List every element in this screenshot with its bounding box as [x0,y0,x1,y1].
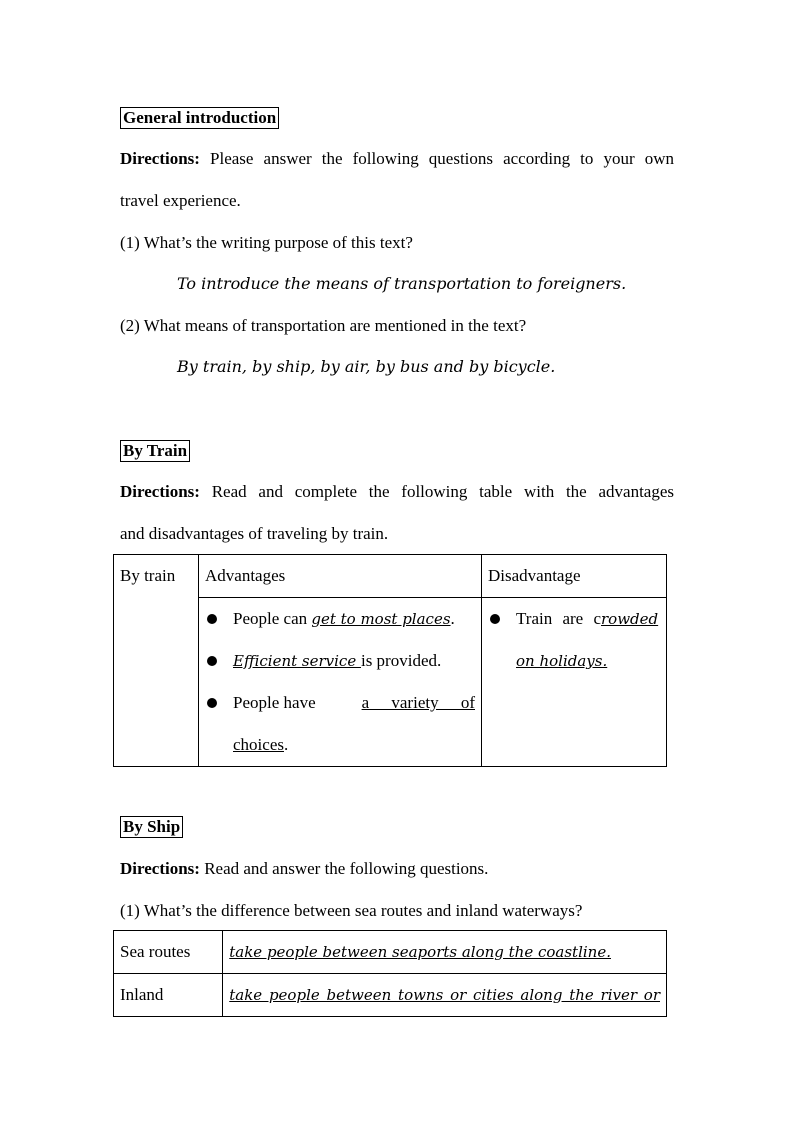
row-header-text: By train [120,566,176,585]
sea-routes-answer: take people between seaports along the coastline. [229,943,611,961]
section-heading-by-ship: By Ship [120,816,183,838]
question-2: (2) What means of transportation are mentioned in the text? [120,316,527,335]
advantage-text: is provided. [360,651,442,670]
directions-paragraph [120,149,674,169]
directions-text: Please answer the following questions according to your own [210,149,674,168]
list-item-continued [488,640,660,682]
directions-label: Directions: [120,859,200,878]
question-ship-1: (1) What’s the difference between sea routes and inland waterways? [120,901,583,920]
answer-1: To introduce the means of transportation to foreigners. [177,274,627,293]
advantage-answer: choices [233,735,284,754]
list-item [205,640,475,682]
advantage-answer: get to most places [311,610,451,628]
directions-text: Read and complete the following table with the advantages [211,482,674,501]
advantage-text: People have [233,693,316,712]
column-header-advantages: Advantages [199,555,482,598]
bullet-icon [207,614,217,624]
column-header-disadvantage: Disadvantage [482,555,667,598]
bullet-icon [490,614,500,624]
train-table [113,554,667,767]
table-cell-answer [223,931,667,974]
directions-text-continued: and disadvantages of traveling by train. [120,524,389,543]
table-cell-label: Sea routes [114,931,223,974]
directions-text-continued: travel experience. [120,191,241,210]
ship-table [113,930,667,1017]
question-1: (1) What’s the writing purpose of this text? [120,233,413,252]
list-item-continued [205,724,475,766]
directions-label: Directions: [120,482,200,501]
list-item [205,598,475,640]
bullet-icon [207,698,217,708]
disadvantage-answer: rowded [601,610,659,628]
directions-text: Read and answer the following questions. [204,859,489,878]
advantage-text: . [450,609,455,628]
table-cell-answer [223,974,667,1017]
list-item [205,682,475,724]
disadvantage-cell [482,598,667,767]
advantage-text: . [283,735,289,754]
directions-paragraph-train [120,482,674,502]
bullet-icon [207,656,217,666]
advantage-text: People can [233,609,312,628]
section-heading-general-introduction: General introduction [120,107,279,129]
table-row-header [114,555,199,767]
table-cell-label: Inland [114,974,223,1017]
section-heading-by-train: By Train [120,440,190,462]
advantage-answer: Efficient service [233,652,361,670]
advantages-cell [199,598,482,767]
advantage-answer: a variety of [361,693,475,712]
list-item [488,598,660,640]
directions-paragraph-ship [120,859,488,879]
directions-label: Directions: [120,149,200,168]
inland-answer: take people between towns or cities along the river or [229,986,660,1004]
disadvantage-answer: on holidays. [516,652,608,670]
answer-2: By train, by ship, by air, by bus and by bicycle. [177,357,556,376]
disadvantage-text: Train are c [516,609,602,628]
